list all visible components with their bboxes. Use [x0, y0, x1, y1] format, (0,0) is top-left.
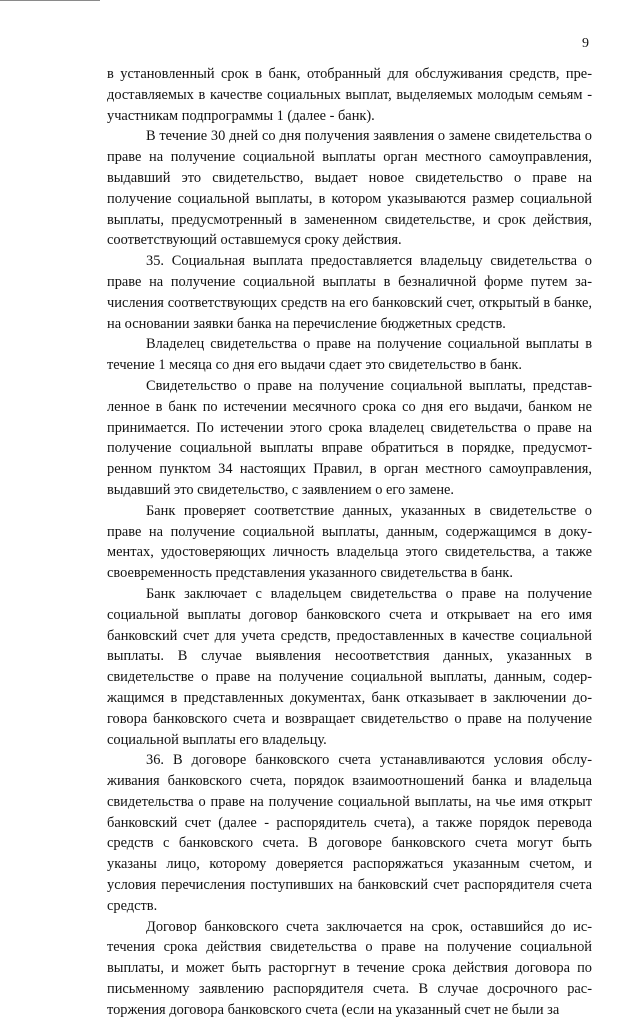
document-body: [107, 64, 592, 1021]
paragraph: Владелец свидетельства о праве на получение социальной выплаты в течение 1 месяца со дня его выдачи сдает это свидетельство в банк.: [107, 336, 592, 374]
paragraph-continuation: в установленный срок в банк, отобранный для обслуживания средств, предоставляемых в качестве социальных выплат, выделяемых молодым семьям - участникам подпрограммы 1 (далее - банк).: [107, 66, 592, 124]
paragraph: Договор банковского счета заключается на срок, оставшийся до истечения срока действия свидетельства о праве на получение социальной выплаты, и может быть расторгнут в течение срока действия договора по письменному заявлению распорядителя счета. В случае досрочного расторжения договора банковского счета (если на указанный счет не были за: [107, 918, 592, 1018]
paragraph: Банк проверяет соответствие данных, указанных в свидетельстве о праве на получение социальной выплаты, данным, содержащимся в документах, удостоверяющих личность владельца этого свидетельства, а также своевременность представления указанного свидетельства в банк.: [107, 502, 592, 582]
paragraph: В течение 30 дней со дня получения заявления о замене свидетельства о праве на получение социальной выплаты орган местного самоуправления, выдавший это свидетельство, выдает новое свидетельство о праве на получение социальной выплаты, в котором указываются размер социальной выплаты, предусмотренный в замененном свидетельстве, и срок действия, соответствующий оставшемуся сроку действия.: [107, 128, 592, 249]
page-number: 9: [582, 36, 589, 51]
paragraph-clause-35: 35. Социальная выплата предоставляется владельцу свидетельства о праве на получение социальной выплаты в безналичной форме путем зачисления соответствующих средств на его банковский счет, открытый в банке, на основании заявки банка на перечисление бюджетных средств.: [107, 253, 592, 332]
paragraph-clause-36: 36. В договоре банковского счета устанавливаются условия обслуживания банковского счета, порядок взаимоотношений банка и владельца свидетельства о праве на получение социальной выплаты, на чье имя открыт банковский счет (далее - распорядитель счета), а также порядок перевода средств с банковского счета. В договоре банковского счета могут быть указаны лицо, которому доверяется распоряжаться указанным счетом, и условия перечисления поступивших на банковский счет распорядителя счета средств.: [107, 752, 592, 914]
paragraph: Свидетельство о праве на получение социальной выплаты, представленное в банк по истечении месячного срока со дня его выдачи, банком не принимается. По истечении этого срока владелец свидетельства о праве на получение социальной выплаты вправе обратиться в порядке, предусмотренном пунктом 34 настоящих Правил, в орган местного самоуправления, выдавший это свидетельство, с заявлением о его замене.: [107, 377, 592, 498]
paragraph: Банк заключает с владельцем свидетельства о праве на получение социальной выплаты договор банковского счета и открывает на его имя банковский счет для учета средств, предоставленных в качестве социальной выплаты. В случае выявления несоответствия данных, указанных в свидетельстве о праве на получение социальной выплаты, данным, содержащимся в представленных документах, банк отказывает в заключении договора банковского счета и возвращает свидетельство о праве на получение социальной выплаты его владельцу.: [107, 585, 592, 748]
scan-edge-line: [0, 0, 100, 1]
